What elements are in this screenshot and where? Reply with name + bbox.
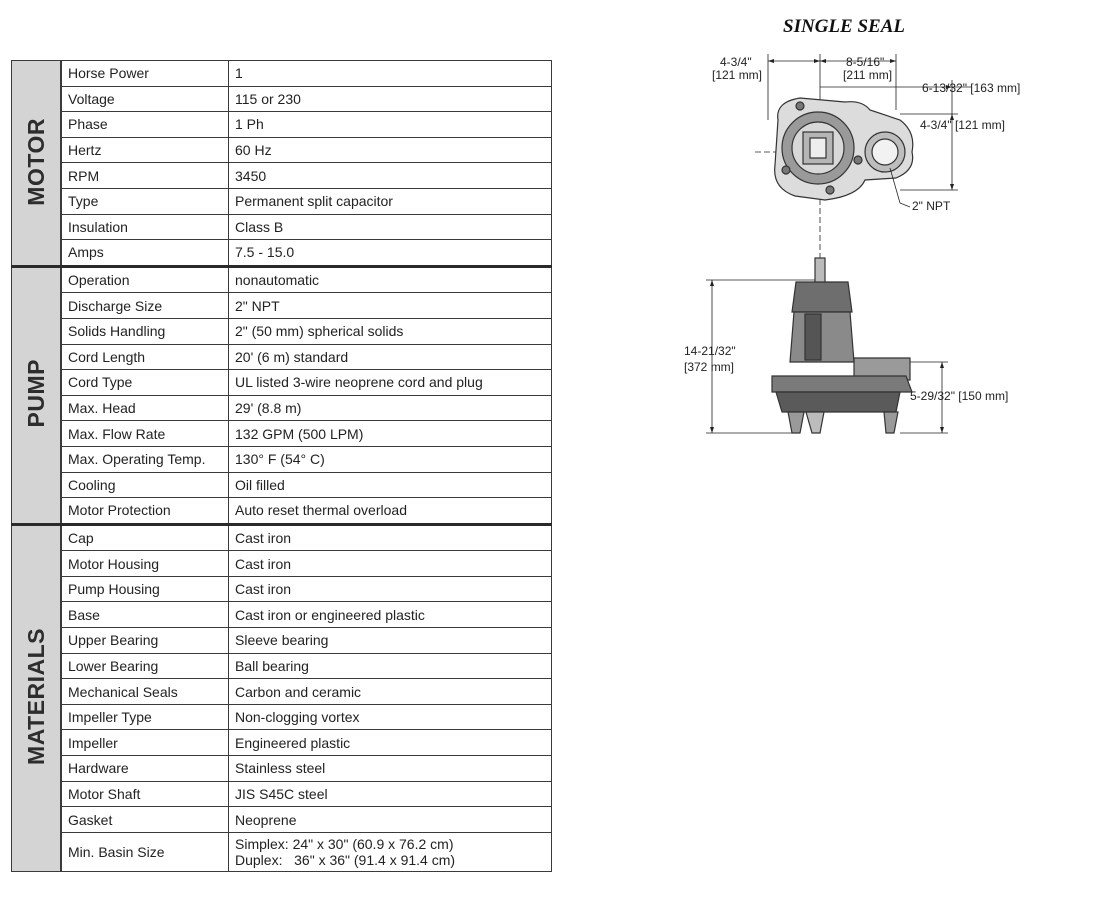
spec-value: Non-clogging vortex — [229, 704, 552, 730]
discharge-label: 2" NPT — [912, 199, 951, 213]
spec-value: 3450 — [229, 163, 552, 189]
spec-label: Max. Operating Temp. — [61, 446, 229, 472]
spec-label: Base — [61, 602, 229, 628]
table-row — [12, 293, 552, 319]
table-row — [12, 602, 552, 628]
spec-label: Min. Basin Size — [61, 832, 229, 871]
table-row — [12, 628, 552, 654]
side-dim-base: 5-29/32" [150 mm] — [910, 389, 1009, 403]
spec-label: Gasket — [61, 807, 229, 833]
table-row — [12, 214, 552, 240]
table-row — [12, 61, 552, 87]
spec-value: 115 or 230 — [229, 86, 552, 112]
spec-label: Upper Bearing — [61, 628, 229, 654]
spec-label: Motor Protection — [61, 498, 229, 525]
spec-value: Cast iron — [229, 524, 552, 551]
table-row — [12, 163, 552, 189]
spec-value: 130° F (54° C) — [229, 446, 552, 472]
table-row — [12, 446, 552, 472]
spec-value: Engineered plastic — [229, 730, 552, 756]
table-row — [12, 86, 552, 112]
spec-label: Max. Flow Rate — [61, 421, 229, 447]
top-dim-mid-mm: [211 mm] — [843, 68, 893, 82]
spec-label: Cord Type — [61, 370, 229, 396]
spec-value: 132 GPM (500 LPM) — [229, 421, 552, 447]
table-row — [12, 421, 552, 447]
spec-label: Cap — [61, 524, 229, 551]
spec-label: Impeller Type — [61, 704, 229, 730]
table-row — [12, 807, 552, 833]
spec-label: Insulation — [61, 214, 229, 240]
spec-value: 60 Hz — [229, 137, 552, 163]
spec-value: Sleeve bearing — [229, 628, 552, 654]
spec-label: Amps — [61, 240, 229, 267]
spec-value — [229, 832, 552, 871]
spec-label: Lower Bearing — [61, 653, 229, 679]
table-row — [12, 266, 552, 293]
spec-value: Carbon and ceramic — [229, 679, 552, 705]
table-row — [12, 344, 552, 370]
spec-label: Solids Handling — [61, 318, 229, 344]
table-row — [12, 137, 552, 163]
section-label: MOTOR — [23, 117, 49, 206]
spec-value: Permanent split capacitor — [229, 188, 552, 214]
side-dim-height-inch: 14-21/32" — [684, 344, 736, 358]
spec-label: Horse Power — [61, 61, 229, 87]
specifications-table — [11, 60, 552, 872]
spec-value: Auto reset thermal overload — [229, 498, 552, 525]
top-dim-right: 6-13/32" [163 mm] — [922, 81, 1021, 95]
table-row — [12, 704, 552, 730]
spec-label: Phase — [61, 112, 229, 138]
spec-label: Impeller — [61, 730, 229, 756]
specifications-body — [12, 61, 552, 872]
spec-label: Cord Length — [61, 344, 229, 370]
table-row — [12, 551, 552, 577]
section-header-motor — [12, 61, 62, 267]
spec-value-line: Simplex: 24" x 30" (60.9 x 76.2 cm) — [235, 835, 454, 852]
spec-value-line: Duplex: 36" x 36" (91.4 x 91.4 cm) — [235, 851, 456, 868]
spec-label: Voltage — [61, 86, 229, 112]
spec-value: Class B — [229, 214, 552, 240]
spec-value: 1 — [229, 61, 552, 87]
spec-value: UL listed 3-wire neoprene cord and plug — [229, 370, 552, 396]
spec-value: 7.5 - 15.0 — [229, 240, 552, 267]
table-row — [12, 498, 552, 525]
spec-label: Motor Housing — [61, 551, 229, 577]
top-dim-mid-inch: 8-5/16" — [846, 55, 885, 69]
spec-value: Neoprene — [229, 807, 552, 833]
spec-label: Hardware — [61, 756, 229, 782]
spec-label: RPM — [61, 163, 229, 189]
table-row — [12, 781, 552, 807]
table-row — [12, 472, 552, 498]
spec-value: Oil filled — [229, 472, 552, 498]
spec-value: Ball bearing — [229, 653, 552, 679]
table-row — [12, 240, 552, 267]
spec-label: Discharge Size — [61, 293, 229, 319]
spec-value: Cast iron — [229, 551, 552, 577]
table-row — [12, 756, 552, 782]
top-dim-left-inch: 4-3/4" — [720, 55, 752, 69]
table-row — [12, 370, 552, 396]
side-dim-height-mm: [372 mm] — [684, 360, 735, 374]
spec-label: Mechanical Seals — [61, 679, 229, 705]
spec-label: Operation — [61, 266, 229, 293]
top-dim-left-mm: [121 mm] — [712, 68, 763, 82]
section-label: MATERIALS — [23, 628, 49, 766]
section-label: PUMP — [23, 359, 49, 428]
spec-value: 29' (8.8 m) — [229, 395, 552, 421]
spec-value: Cast iron or engineered plastic — [229, 602, 552, 628]
table-row — [12, 188, 552, 214]
spec-label: Motor Shaft — [61, 781, 229, 807]
spec-label: Cooling — [61, 472, 229, 498]
spec-label: Type — [61, 188, 229, 214]
table-row — [12, 318, 552, 344]
spec-value: nonautomatic — [229, 266, 552, 293]
section-header-materials — [12, 524, 62, 871]
spec-value: 20' (6 m) standard — [229, 344, 552, 370]
spec-label: Pump Housing — [61, 576, 229, 602]
table-row — [12, 395, 552, 421]
table-row — [12, 653, 552, 679]
table-row — [12, 832, 552, 871]
spec-value: JIS S45C steel — [229, 781, 552, 807]
spec-label: Hertz — [61, 137, 229, 163]
drawing-title: SINGLE SEAL — [783, 16, 905, 37]
top-dim-height: 4-3/4" [121 mm] — [920, 118, 1005, 132]
spec-value: 2" (50 mm) spherical solids — [229, 318, 552, 344]
spec-value: 1 Ph — [229, 112, 552, 138]
table-row — [12, 576, 552, 602]
table-row — [12, 730, 552, 756]
spec-value: Cast iron — [229, 576, 552, 602]
table-row — [12, 112, 552, 138]
pump-dimension-drawing — [600, 40, 1070, 460]
table-row — [12, 524, 552, 551]
spec-value: 2" NPT — [229, 293, 552, 319]
table-row — [12, 679, 552, 705]
spec-value: Stainless steel — [229, 756, 552, 782]
section-header-pump — [12, 266, 62, 524]
spec-label: Max. Head — [61, 395, 229, 421]
